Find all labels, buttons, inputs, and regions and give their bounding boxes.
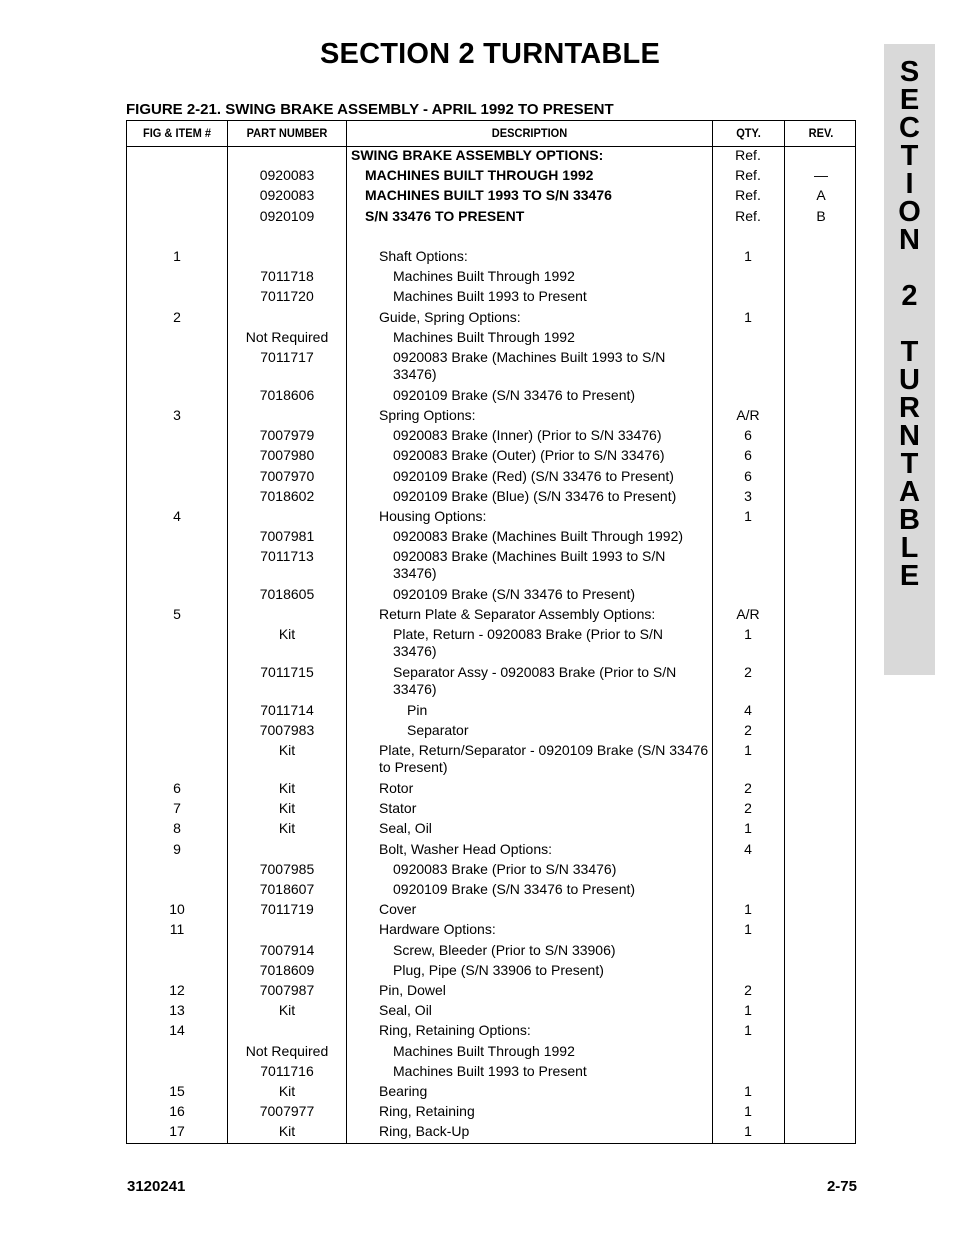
cell-fig-item: 14 [169,1022,185,1039]
cell-fig-item: 15 [169,1082,185,1099]
column-divider [784,121,785,1143]
side-tab-letter: T [900,140,919,172]
cell-rev: A [816,187,826,204]
description-line-continued: 33476) [393,366,437,382]
cell-qty: A/R [736,406,760,423]
side-tab-letter: U [899,364,920,396]
cell-qty: Ref. [735,187,761,204]
description-line: Bolt, Washer Head Options: [379,840,553,857]
cell-description [351,528,753,545]
cell-qty: 6 [744,447,752,464]
cell-description [351,861,753,878]
description-line: 0920083 Brake (Inner) (Prior to S/N 33476) [393,427,662,444]
cell-qty: 1 [744,901,752,918]
description-line: Bearing [379,1082,428,1099]
description-line: 0920083 Brake (Outer) (Prior to S/N 33476) [393,447,665,464]
cell-part-number: Kit [278,800,296,817]
cell-qty: 2 [744,664,752,681]
cell-part-number: 7011713 [260,548,314,565]
cell-qty: 1 [744,626,752,643]
cell-qty: 2 [744,722,752,738]
cell-description [351,722,767,739]
description-line: 0920083 Brake (Machines Built 1993 to S/N [393,548,666,565]
header-part-number: PART NUMBER [246,126,328,140]
cell-description [351,626,753,660]
cell-part-number: Not Required [245,1042,329,1059]
cell-part-number: 7011720 [260,288,314,305]
cell-fig-item: 16 [169,1103,185,1120]
side-tab-letter: 2 [901,280,918,312]
cell-part-number: Kit [278,1082,296,1099]
cell-qty: 4 [744,701,752,718]
cell-part-number: 7011715 [260,664,314,681]
cell-description [351,147,711,164]
cell-description [351,167,725,184]
document-number: 3120241 [127,1178,186,1195]
description-line: Rotor [379,779,414,796]
cell-description [351,702,767,719]
description-line: Pin, Dowel [379,981,446,998]
cell-part-number: 7007981 [259,528,315,545]
cell-part-number: 7018609 [259,961,315,978]
side-tab-letter: L [900,532,919,564]
cell-description [351,329,753,346]
cell-description [351,1123,739,1140]
cell-fig-item: 4 [173,507,181,524]
cell-qty: 2 [744,800,752,817]
cell-fig-item: 7 [173,800,181,817]
description-line: Spring Options: [379,406,476,423]
cell-part-number: 7011716 [260,1062,314,1079]
cell-qty: 1 [744,248,752,264]
side-tab-letter: A [899,476,920,508]
cell-description [351,268,753,285]
description-line-continued: 33476) [393,681,437,698]
cell-description [351,586,753,603]
cell-description [351,447,753,464]
side-tab-letter: R [899,392,920,424]
cell-description [351,780,739,797]
cell-qty: 1 [744,1123,752,1140]
cell-part-number: 7018607 [259,880,315,897]
description-line: Shaft Options: [379,248,468,264]
cell-part-number: 7011714 [260,701,314,718]
cell-part-number: 0920083 [259,167,315,184]
cell-description [351,407,739,424]
cell-qty: 1 [744,507,752,524]
cell-fig-item: 11 [169,921,185,938]
side-tab-letter: N [899,224,920,256]
cell-description [351,664,753,698]
cell-description [351,742,739,776]
description-line: Seal, Oil [379,1002,432,1019]
cell-description [351,468,753,485]
description-line: 0920109 Brake (S/N 33476 to Present) [393,586,636,602]
side-tab-letter: E [899,560,920,592]
description-line: Machines Built 1993 to Present [393,1062,587,1079]
cell-fig-item: 8 [173,820,181,837]
cell-part-number: 7007985 [259,860,315,877]
description-line: Cover [379,901,417,918]
cell-part-number: Kit [278,820,296,837]
cell-description [351,800,739,817]
cell-part-number: Kit [278,626,296,643]
cell-part-number: 7007914 [259,941,315,958]
cell-fig-item: 6 [173,779,181,796]
description-line: Seal, Oil [379,820,432,837]
cell-description [351,1002,739,1019]
description-line: 0920083 Brake (Prior to S/N 33476) [393,860,617,877]
header-rev: REV. [808,126,834,140]
header-fig-item: FIG & ITEM # [142,126,212,140]
cell-part-number: Not Required [245,328,329,345]
side-tab-letter: S [899,56,920,88]
page-number: 2-75 [826,1178,857,1195]
cell-qty: 3 [744,487,752,504]
description-line: Guide, Spring Options: [379,308,521,325]
description-line: Plate, Return/Separator - 0920109 Brake (S/N 33476 [379,742,709,759]
cell-qty: 6 [744,427,752,444]
description-line-continued: 33476) [393,643,437,660]
description-line: Hardware Options: [379,921,496,938]
section-side-tab [884,44,935,675]
cell-description [351,1083,739,1100]
cell-part-number: 0920109 [259,207,315,224]
cell-description [351,841,739,858]
cell-qty: Ref. [735,207,761,224]
description-line: 0920109 Brake (S/N 33476 to Present) [393,386,636,403]
cell-description [351,187,725,204]
cell-part-number: 0920083 [259,187,315,204]
cell-fig-item: 1 [173,248,181,264]
cell-qty: Ref. [735,167,761,184]
cell-part-number: 7011718 [260,268,314,285]
description-line: 0920083 Brake (Machines Built Through 1992) [393,528,684,545]
description-line: Separator [407,722,469,738]
side-tab-letter: E [899,84,920,116]
cell-description [351,1063,753,1080]
description-line: Ring, Retaining [379,1103,475,1120]
cell-part-number: 7011719 [260,901,314,918]
description-line: 0920109 Brake (S/N 33476 to Present) [393,880,636,897]
cell-rev: — [814,167,828,184]
side-tab-letter: T [900,448,919,480]
cell-description [351,1022,739,1039]
description-line: Screw, Bleeder (Prior to S/N 33906) [393,941,616,958]
description-line: Plate, Return - 0920083 Brake (Prior to S/N [393,626,664,643]
cell-description [351,208,725,225]
description-line: Machines Built Through 1992 [393,328,575,345]
description-line: Separator Assy - 0920083 Brake (Prior to S/N [393,664,677,681]
description-line: Plug, Pipe (S/N 33906 to Present) [393,961,604,978]
cell-qty: 1 [744,1002,752,1019]
description-line: Machines Built Through 1992 [393,268,575,285]
cell-part-number: 7007979 [259,427,315,444]
description-line: S/N 33476 TO PRESENT [365,207,525,224]
cell-part-number: 7007983 [259,722,315,738]
cell-part-number: Kit [278,779,296,796]
cell-part-number: 7018602 [259,487,315,504]
cell-qty: 1 [744,1022,752,1039]
cell-description [351,288,753,305]
description-line: Stator [379,800,417,817]
cell-rev: B [816,207,826,224]
side-tab-letter: B [899,504,920,536]
cell-description [351,1043,753,1060]
cell-qty: 2 [744,779,752,796]
cell-part-number: Kit [278,1002,296,1019]
description-line-continued: 33476) [393,565,437,582]
cell-qty: 4 [744,840,752,857]
cell-fig-item: 12 [169,981,185,998]
cell-description [351,387,753,404]
description-line: Housing Options: [379,507,487,524]
cell-description [351,1103,739,1120]
description-line: MACHINES BUILT 1993 TO S/N 33476 [365,187,612,204]
cell-description [351,820,739,837]
cell-part-number: 7007980 [259,447,315,464]
cell-description [351,309,739,326]
description-line: Return Plate & Separator Assembly Options: [379,606,656,623]
cell-fig-item: 17 [169,1123,185,1140]
description-line: 0920109 Brake (Blue) (S/N 33476 to Present) [393,487,677,504]
cell-description [351,962,753,979]
description-line: SWING BRAKE ASSEMBLY OPTIONS: [351,147,604,163]
description-line: Machines Built Through 1992 [393,1042,575,1059]
cell-qty: 1 [744,742,752,759]
figure-caption: FIGURE 2-21. SWING BRAKE ASSEMBLY - APRIL 1992 TO PRESENT [126,101,614,118]
description-line-continued: to Present) [379,759,448,776]
description-line: 0920083 Brake (Machines Built 1993 to S/N [393,349,666,365]
cell-part-number: Kit [278,742,296,759]
cell-description [351,488,753,505]
cell-part-number: 7007987 [259,981,315,998]
cell-qty: A/R [736,606,760,623]
cell-description [351,427,753,444]
cell-fig-item: 5 [173,606,181,623]
header-qty: QTY. [736,126,761,140]
column-divider [346,121,347,1143]
description-line: 0920109 Brake (Red) (S/N 33476 to Present) [393,467,674,484]
cell-qty: 1 [744,308,752,325]
description-line: Machines Built 1993 to Present [393,288,587,305]
description-line: Ring, Back-Up [379,1123,470,1140]
cell-qty: 1 [744,1082,752,1099]
cell-fig-item: 3 [173,406,181,423]
cell-part-number: 7018606 [259,386,315,403]
cell-fig-item: 9 [173,840,181,857]
description-line: Ring, Retaining Options: [379,1022,531,1039]
section-title: SECTION 2 TURNTABLE [320,38,660,70]
cell-description [351,881,753,898]
cell-part-number: 7007977 [259,1103,315,1120]
cell-qty: 6 [744,467,752,484]
side-tab-letter: C [899,112,920,144]
cell-part-number: Kit [278,1123,296,1140]
cell-description [351,901,739,918]
cell-part-number: 7018605 [259,586,315,602]
cell-fig-item: 10 [169,901,185,918]
cell-description [351,248,739,265]
cell-description [351,921,739,938]
side-tab-letter: T [900,336,919,368]
side-tab-letter: I [905,168,914,200]
cell-description [351,942,753,959]
cell-description [351,606,739,623]
cell-description [351,982,739,999]
cell-qty: 2 [744,981,752,998]
cell-part-number: 7007970 [259,467,315,484]
parts-table [126,120,856,1144]
cell-description [351,548,753,582]
cell-qty: 1 [744,921,752,938]
side-tab-letter: N [899,420,920,452]
header-description: DESCRIPTION [491,126,568,140]
cell-fig-item: 2 [173,308,181,325]
cell-description [351,508,739,525]
cell-qty: 1 [744,820,752,837]
description-line: MACHINES BUILT THROUGH 1992 [365,167,594,184]
cell-fig-item: 13 [169,1002,185,1019]
side-tab-letter: O [898,196,921,228]
cell-description [351,349,753,383]
cell-qty: Ref. [735,147,761,163]
description-line: Pin [407,701,428,718]
cell-part-number: 7011717 [260,349,314,365]
cell-qty: 1 [744,1103,752,1120]
